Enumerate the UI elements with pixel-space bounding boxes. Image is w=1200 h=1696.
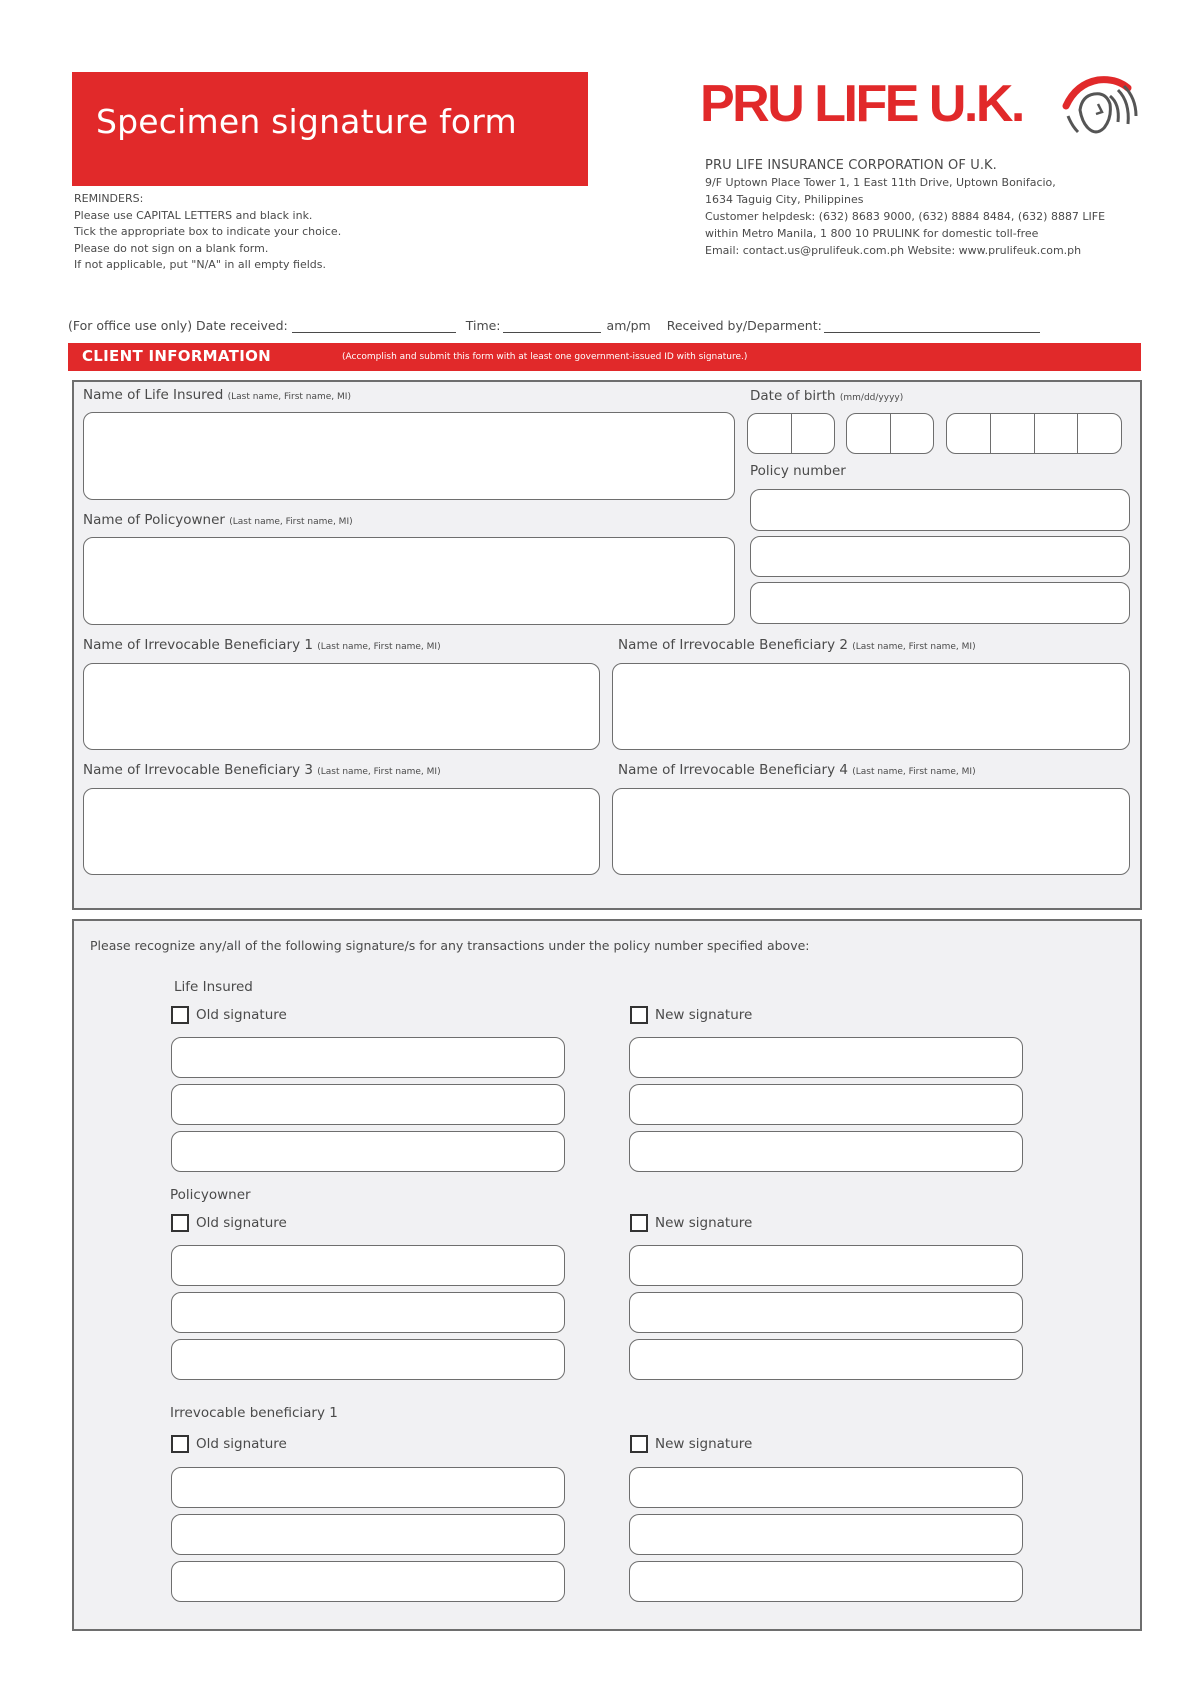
old-signature-box[interactable] bbox=[171, 1292, 565, 1333]
life-insured-field[interactable] bbox=[83, 412, 735, 500]
new-signature-box[interactable] bbox=[629, 1467, 1023, 1508]
new-signature-label: New signature bbox=[655, 1215, 753, 1231]
reminders-block bbox=[74, 191, 341, 274]
company-helpdesk-line-2: within Metro Manila, 1 800 10 PRULINK for domestic toll-free bbox=[705, 227, 1039, 240]
new-signature-box[interactable] bbox=[629, 1084, 1023, 1125]
time-field[interactable] bbox=[503, 319, 601, 333]
company-contact: Email: contact.us@prulifeuk.com.ph Website: www.prulifeuk.com.ph bbox=[705, 244, 1082, 257]
old-signature-box[interactable] bbox=[171, 1339, 565, 1380]
new-signature-checkbox[interactable] bbox=[630, 1214, 648, 1232]
new-signature-box[interactable] bbox=[629, 1037, 1023, 1078]
dob-digit-cell[interactable] bbox=[947, 414, 991, 453]
date-received-field[interactable] bbox=[292, 319, 456, 333]
company-info bbox=[705, 157, 1105, 259]
section-title: CLIENT INFORMATION bbox=[82, 347, 271, 365]
new-signature-box[interactable] bbox=[629, 1245, 1023, 1286]
dob-digit-cell[interactable] bbox=[847, 414, 891, 453]
ampm-label: am/pm bbox=[606, 318, 651, 333]
new-signature-box[interactable] bbox=[629, 1339, 1023, 1380]
beneficiary-3-label: Name of Irrevocable Beneficiary 3 (Last name, First name, MI) bbox=[83, 762, 441, 778]
signature-group-title: Life Insured bbox=[174, 979, 253, 995]
dob-digit-cell[interactable] bbox=[1035, 414, 1079, 453]
signature-group-title: Irrevocable beneficiary 1 bbox=[170, 1405, 338, 1421]
company-name: PRU LIFE INSURANCE CORPORATION OF U.K. bbox=[705, 158, 997, 173]
new-signature-box[interactable] bbox=[629, 1292, 1023, 1333]
old-signature-checkbox[interactable] bbox=[171, 1006, 189, 1024]
old-signature-label: Old signature bbox=[196, 1436, 287, 1452]
old-signature-box[interactable] bbox=[171, 1245, 565, 1286]
dob-digit-cell[interactable] bbox=[748, 414, 792, 453]
form-title-banner bbox=[72, 72, 588, 186]
old-signature-box[interactable] bbox=[171, 1467, 565, 1508]
old-signature-label: Old signature bbox=[196, 1007, 287, 1023]
policy-number-label: Policy number bbox=[750, 463, 846, 479]
received-by-label: Received by/Deparment: bbox=[666, 318, 822, 333]
new-signature-box[interactable] bbox=[629, 1561, 1023, 1602]
policyowner-label: Name of Policyowner (Last name, First name, MI) bbox=[83, 512, 353, 528]
received-by-field[interactable] bbox=[824, 319, 1040, 333]
new-signature-checkbox[interactable] bbox=[630, 1006, 648, 1024]
old-signature-box[interactable] bbox=[171, 1131, 565, 1172]
dob-digit-cell[interactable] bbox=[891, 414, 934, 453]
office-use-line bbox=[68, 318, 1046, 333]
life-insured-label: Name of Life Insured (Last name, First name, MI) bbox=[83, 387, 351, 403]
dob-month-field[interactable] bbox=[747, 413, 835, 454]
new-signature-checkbox[interactable] bbox=[630, 1435, 648, 1453]
new-signature-label: New signature bbox=[655, 1436, 753, 1452]
new-signature-box[interactable] bbox=[629, 1131, 1023, 1172]
dob-digit-cell[interactable] bbox=[1078, 414, 1121, 453]
old-signature-box[interactable] bbox=[171, 1084, 565, 1125]
section-subtitle: (Accomplish and submit this form with at least one government-issued ID with signature.) bbox=[342, 352, 748, 362]
beneficiary-1-label: Name of Irrevocable Beneficiary 1 (Last name, First name, MI) bbox=[83, 637, 441, 653]
new-signature-box[interactable] bbox=[629, 1514, 1023, 1555]
beneficiary-3-field[interactable] bbox=[83, 788, 600, 875]
reminders-heading: REMINDERS: bbox=[74, 192, 144, 205]
reminder-item: Tick the appropriate box to indicate your choice. bbox=[74, 225, 342, 238]
policyowner-field[interactable] bbox=[83, 537, 735, 625]
beneficiary-4-field[interactable] bbox=[612, 788, 1130, 875]
beneficiary-2-label: Name of Irrevocable Beneficiary 2 (Last name, First name, MI) bbox=[618, 637, 976, 653]
time-label: Time: bbox=[465, 318, 501, 333]
company-address-line-2: 1634 Taguig City, Philippines bbox=[705, 193, 864, 206]
old-signature-box[interactable] bbox=[171, 1037, 565, 1078]
old-signature-label: Old signature bbox=[196, 1215, 287, 1231]
form-title: Specimen signature form bbox=[96, 102, 517, 141]
client-information-header bbox=[68, 343, 1141, 371]
signature-group-title: Policyowner bbox=[170, 1187, 251, 1203]
old-signature-checkbox[interactable] bbox=[171, 1214, 189, 1232]
dob-digit-cell[interactable] bbox=[991, 414, 1035, 453]
beneficiary-2-field[interactable] bbox=[612, 663, 1130, 750]
policy-number-field-3[interactable] bbox=[750, 582, 1130, 624]
new-signature-label: New signature bbox=[655, 1007, 753, 1023]
company-logo: PRU LIFE U.K. bbox=[700, 75, 1023, 133]
dob-day-field[interactable] bbox=[846, 413, 934, 454]
britannia-logo-icon bbox=[1058, 66, 1138, 142]
reminder-item: Please use CAPITAL LETTERS and black ink. bbox=[74, 208, 313, 222]
company-address-line-1: 9/F Uptown Place Tower 1, 1 East 11th Drive, Uptown Bonifacio, bbox=[705, 176, 1056, 189]
dob-digit-cell[interactable] bbox=[792, 414, 835, 453]
old-signature-box[interactable] bbox=[171, 1561, 565, 1602]
beneficiary-1-field[interactable] bbox=[83, 663, 600, 750]
date-of-birth-label: Date of birth (mm/dd/yyyy) bbox=[750, 388, 904, 404]
signature-instructions: Please recognize any/all of the following signature/s for any transactions under the policy number specified above: bbox=[90, 938, 810, 953]
old-signature-box[interactable] bbox=[171, 1514, 565, 1555]
date-received-label: (For office use only) Date received: bbox=[68, 318, 288, 333]
dob-year-field[interactable] bbox=[946, 413, 1122, 454]
reminder-item: Please do not sign on a blank form. bbox=[74, 241, 269, 255]
old-signature-checkbox[interactable] bbox=[171, 1435, 189, 1453]
policy-number-field-1[interactable] bbox=[750, 489, 1130, 531]
company-helpdesk-line-1: Customer helpdesk: (632) 8683 9000, (632) 8884 8484, (632) 8887 LIFE bbox=[705, 210, 1106, 223]
beneficiary-4-label: Name of Irrevocable Beneficiary 4 (Last name, First name, MI) bbox=[618, 762, 976, 778]
reminder-item: If not applicable, put "N/A" in all empty fields. bbox=[74, 258, 326, 271]
policy-number-field-2[interactable] bbox=[750, 536, 1130, 577]
